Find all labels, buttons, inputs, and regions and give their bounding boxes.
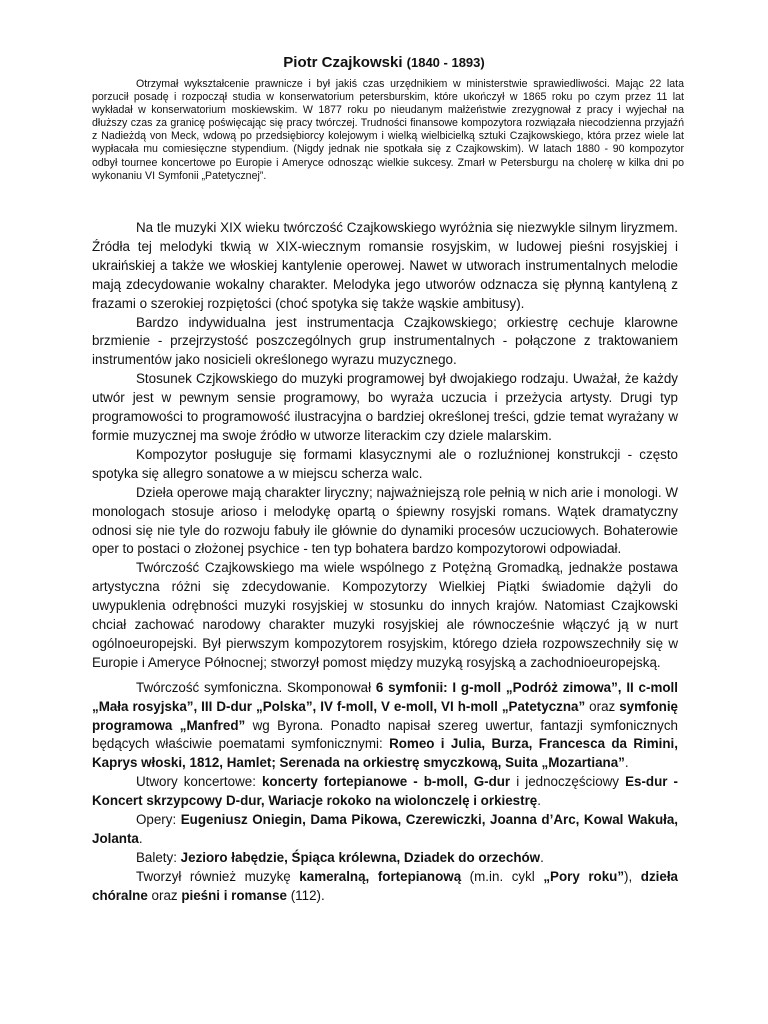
page-title — [0, 54, 768, 72]
works-concert: Utwory koncertowe: koncerty fortepianowe - b-moll, G-dur i jednoczęściowy Es-dur - Koncert skrzypcowy D-dur, Wariacje rokoko na wiolonczelę i orkiestrę. — [92, 774, 678, 809]
paragraph-forms: Kompozytor posługuje się formami klasycznymi ale o rozluźnionej konstrukcji - często spotyka się allegro sonatowe a w miejscu scherza walc. — [92, 446, 678, 481]
composer-name: Piotr Czajkowski — [283, 54, 403, 71]
biography-block — [92, 78, 684, 183]
biography-paragraph: Otrzymał wykształcenie prawnicze i był jakiś czas urzędnikiem w ministerstwie sprawiedliwości. Mając 22 lata porzucił posadę i rozpoczął studia w konserwatorium petersburskim, które ukończył w 1865 roku po czym przez 11 lat wykładał w konserwatorium moskiewskim. W 1877 roku po nieudanym małżeństwie zrezygnował z pracy i wyjechał na dłuższy czas za granicę poświęcając się pracy twórczej. Trudności finansowe kompozytora rozwiązała niecodzienna przyjaźń z Nadieżdą von Meck, wdową po przedsiębiorcy kolejowym i wielką wielbicielką sztuki Czajkowskiego, która przez wiele lat wypłacała mu comiesięczne stypendium. (Nigdy jednak nie spotkała się z Czajkowskim). W latach 1880 - 90 kompozytor odbył tournee koncertowe po Europie i Ameryce odnosząc wielkie sukcesy. Zmarł w Petersburgu na cholerę w kilka dni po wykonaniu VI Symfonii „Patetycznej”. — [92, 78, 684, 182]
paragraph-program-music: Stosunek Czjkowskiego do muzyki programowej był dwojakiego rodzaju. Uważał, że każdy utwór jest w pewnym sensie programowy, bo wyraża uczucia i przeżycia artysty. Drugi typ programowości to programowość ilustracyjna o bardziej określonej treści, gdzie temat wyrażany w formie muzycznej ma swoje źródło w utworze literackim czy dziele malarskim. — [92, 371, 678, 443]
works-other: Tworzył również muzykę kameralną, fortepianową (m.in. cykl „Pory roku”), dzieła chóralne oraz pieśni i romanse (112). — [92, 868, 678, 903]
works-symphonic: Twórczość symfoniczna. Skomponował 6 symfonii: I g-moll „Podróż zimowa”, II c-moll „Mała rosyjska”, III D-dur „Polska”, IV f-moll, V e-moll, VI h-moll „Patetyczna” oraz symfonię programowa „Manfred” wg Byrona. Ponadto napisał szereg uwertur, fantazji symfonicznych będących właściwie poematami symfonicznymi: Romeo i Julia, Burza, Francesca da Rimini, Kaprys włoski, 1812, Hamlet; Serenada na orkiestrę smyczkową, Suita „Mozartiana”. — [92, 679, 678, 771]
paragraph-lyricism: Na tle muzyki XIX wieku twórczość Czajkowskiego wyróżnia się niezwykle silnym liryzmem. Źródła tej melodyki tkwią w XIX-wiecznym romansie rosyjskim, w ludowej pieśni rosyjskiej i ukraińskiej a także we włoskiej kantylenie operowej. Nawet w utworach instrumentalnych melodie mają zdecydowanie wokalny charakter. Melodyka jego utworów odznacza się płynną kantyleną z frazami o szerokiej rozpiętości (choć spotyka się także wąskie ambitusy). — [92, 220, 678, 311]
paragraph-instrumentation: Bardzo indywidualna jest instrumentacja Czajkowskiego; orkiestrę cechuje klarowne brzmienie - przejrzystość poszczególnych grup instrumentalnych - połączone z traktowaniem instrumentów jako nosicieli określonego wyrazu muzycznego. — [92, 314, 678, 368]
life-dates: (1840 - 1893) — [406, 55, 485, 70]
works-ballets: Balety: Jezioro łabędzie, Śpiąca królewna, Dziadek do orzechów. — [136, 849, 544, 865]
main-text — [92, 219, 678, 906]
paragraph-operas: Dzieła operowe mają charakter liryczny; najważniejszą role pełnią w nich arie i monologi. W monologach stosuje arioso i melodykę opartą o śpiewny rosyjski romans. Wątek dramatyczny odnosi się nie tyle do rozwoju fabuły ile głównie do dynamiki procesów uczuciowych. Bohaterowie oper to postaci o złożonej psychice - ten typ bohatera bardzo kompozytorowi odpowiadał. — [92, 484, 678, 557]
paragraph-mighty-handful: Twórczość Czajkowskiego ma wiele wspólnego z Potężną Gromadką, jednakże postawa artystyczna różni się zdecydowanie. Kompozytorzy Wielkiej Piątki świadomie dążyli do uwypuklenia odrębności muzyki rosyjskiej w stosunku do innych krajów. Natomiast Czajkowski chciał zachować narodowy charakter muzyki rosyjskiej ale równocześnie włączyć ją w nurt ogólnoeuropejski. Był pierwszym kompozytorem rosyjskim, którego dzieła rozpowszechniły się w Europie i Ameryce Północnej; stworzył pomost między muzyką rosyjską a zachodnioeuropejską. — [92, 560, 678, 670]
works-operas: Opery: Eugeniusz Oniegin, Dama Pikowa, Czerewiczki, Joanna d’Arc, Kowal Wakuła, Jolanta. — [92, 812, 679, 846]
